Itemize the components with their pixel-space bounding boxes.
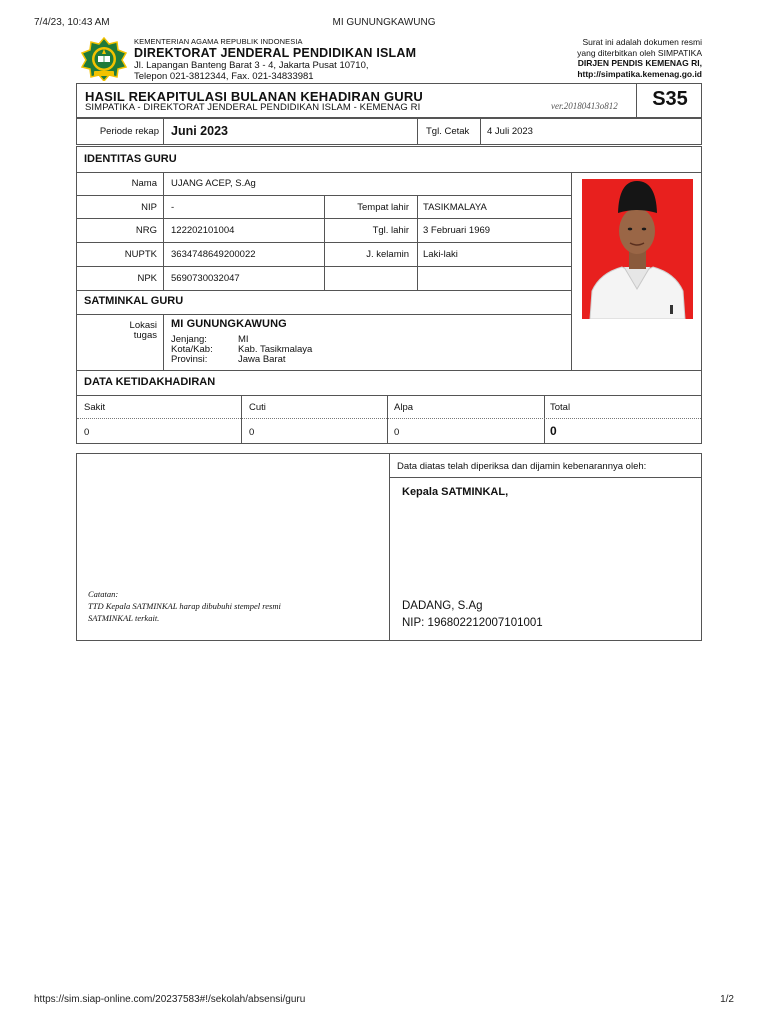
sakit-value: 0	[84, 427, 90, 438]
directorate-name: DIREKTORAT JENDERAL PENDIDIKAN ISLAM	[134, 46, 417, 60]
print-page-number: 1/2	[720, 994, 734, 1005]
alpa-label: Alpa	[394, 402, 414, 413]
teacher-data-box	[76, 146, 702, 444]
print-title: MI GUNUNGKAWUNG	[332, 17, 436, 28]
divider	[163, 172, 164, 290]
divider	[77, 290, 571, 291]
npk-label: NPK	[137, 273, 157, 284]
verification-text: Data diatas telah diperiksa dan dijamin kebenarannya oleh:	[397, 461, 647, 472]
tempat-lahir-value: TASIKMALAYA	[423, 202, 487, 213]
tempat-lahir-label: Tempat lahir	[357, 202, 409, 213]
divider	[417, 119, 418, 144]
print-header	[34, 17, 734, 31]
tgl-lahir-label: Tgl. lahir	[372, 225, 409, 236]
divider	[77, 370, 701, 371]
divider	[389, 454, 390, 640]
divider	[389, 477, 701, 478]
ministry-name: KEMENTERIAN AGAMA REPUBLIK INDONESIA	[134, 37, 303, 46]
periode-value: Juni 2023	[171, 124, 228, 138]
note-line1: TTD Kepala SATMINKAL harap dibubuhi stempel resmi	[88, 601, 281, 611]
jenjang-label: Jenjang:	[171, 334, 207, 345]
section-title-ketidakhadiran: DATA KETIDAKHADIRAN	[84, 376, 216, 388]
jenis-kelamin-value: Laki-laki	[423, 249, 458, 260]
nama-label: Nama	[131, 178, 157, 189]
divider	[387, 395, 388, 443]
divider	[77, 395, 701, 396]
address-line2: Telepon 021-3812344, Fax. 021-34833981	[134, 71, 314, 82]
alpa-value: 0	[394, 427, 400, 438]
divider	[77, 218, 571, 219]
report-subtitle: SIMPATIKA - DIREKTORAT JENDERAL PENDIDIKAN ISLAM - KEMENAG RI	[85, 102, 421, 113]
cuti-value: 0	[249, 427, 255, 438]
npk-value: 5690730032047	[171, 273, 240, 284]
divider	[241, 395, 242, 443]
notice-line2: yang diterbitkan oleh SIMPATIKA	[577, 47, 702, 58]
official-notice	[577, 37, 702, 79]
tgl-lahir-value: 3 Februari 1969	[423, 225, 491, 236]
nip-label: NIP	[141, 202, 157, 213]
notice-line3: DIRJEN PENDIS KEMENAG RI,	[577, 58, 702, 68]
kota-label: Kota/Kab:	[171, 344, 213, 355]
nrg-value: 122202101004	[171, 225, 235, 236]
divider	[544, 395, 545, 443]
divider	[77, 172, 701, 173]
address-line1: Jl. Lapangan Banteng Barat 3 - 4, Jakarta Pusat 10710,	[134, 60, 369, 71]
form-code-cell	[636, 83, 703, 118]
letterhead-text	[134, 37, 416, 82]
kemenag-logo-icon	[80, 37, 128, 81]
jenis-kelamin-label: J. kelamin	[366, 249, 409, 260]
kota-value: Kab. Tasikmalaya	[238, 344, 313, 355]
signer-role: Kepala SATMINKAL,	[402, 486, 509, 498]
print-date-value: 4 Juli 2023	[487, 126, 533, 137]
provinsi-label: Provinsi:	[171, 354, 208, 365]
divider	[77, 266, 571, 267]
nrg-label: NRG	[135, 225, 157, 236]
nuptk-label: NUPTK	[124, 249, 157, 260]
jenjang-value: MI	[238, 334, 249, 345]
section-title-satminkal: SATMINKAL GURU	[84, 295, 184, 307]
provinsi-value: Jawa Barat	[238, 354, 286, 365]
periode-row	[76, 118, 702, 145]
section-title-identitas: IDENTITAS GURU	[84, 153, 177, 165]
total-value: 0	[550, 424, 557, 438]
note-title: Catatan:	[88, 589, 119, 599]
dotted-divider	[77, 418, 701, 419]
signer-nip: NIP: 196802212007101001	[402, 617, 543, 629]
note-line2: SATMINKAL terkait.	[88, 613, 160, 623]
total-label: Total	[550, 402, 571, 413]
notice-line1: Surat ini adalah dokumen resmi	[582, 37, 702, 47]
nuptk-value: 3634748649200022	[171, 249, 256, 260]
divider	[163, 119, 164, 144]
notice-url: http://simpatika.kemenag.go.id	[577, 68, 702, 79]
signature-box	[76, 453, 702, 641]
divider	[77, 314, 571, 315]
nama-value: UJANG ACEP, S.Ag	[171, 178, 256, 189]
print-date-label: Tgl. Cetak	[426, 126, 470, 137]
print-datetime: 7/4/23, 10:43 AM	[34, 17, 110, 28]
lokasi-label-line2: tugas	[133, 330, 157, 341]
divider	[77, 242, 571, 243]
divider	[163, 314, 164, 370]
teacher-photo	[582, 179, 693, 319]
report-title: HASIL REKAPITULASI BULANAN KEHADIRAN GURU	[85, 89, 424, 104]
print-footer	[34, 994, 734, 1008]
divider	[571, 172, 572, 370]
divider	[77, 195, 571, 196]
satminkal-name: MI GUNUNGKAWUNG	[171, 318, 287, 330]
letterhead	[76, 36, 702, 82]
sakit-label: Sakit	[84, 402, 106, 413]
print-url: https://sim.siap-online.com/20237583#!/sekolah/absensi/guru	[34, 994, 306, 1005]
lokasi-label-line1: Lokasi	[129, 320, 157, 331]
nip-value: -	[171, 202, 175, 213]
cuti-label: Cuti	[249, 402, 266, 413]
periode-label: Periode rekap	[99, 126, 159, 137]
divider	[480, 119, 481, 144]
report-title-box	[76, 83, 702, 118]
report-version: ver.20180413o812	[551, 101, 618, 111]
form-code: S35	[652, 88, 688, 110]
signer-name: DADANG, S.Ag	[402, 600, 483, 612]
